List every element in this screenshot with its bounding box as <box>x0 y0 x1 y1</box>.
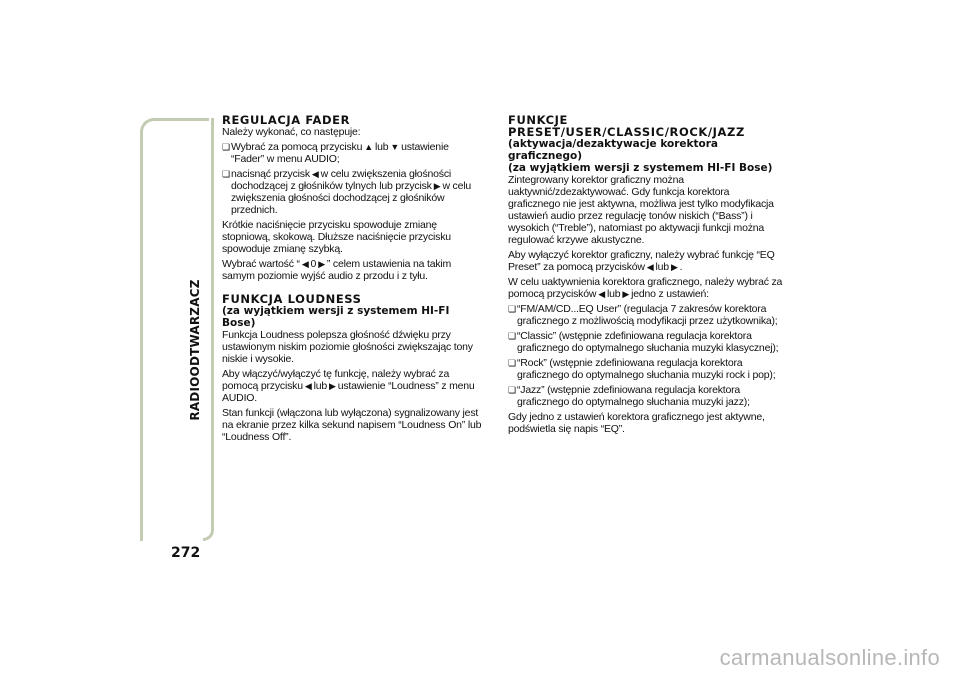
fader-heading: REGULACJA FADER <box>222 113 351 127</box>
arrow-left-icon: ◀ <box>598 289 605 299</box>
list-item: ❏ “Rock” (wstępnie zdefiniowana regulacja korektora graficznego do optymalnego słuchania muzyki rock i pop); <box>508 357 784 381</box>
checkbox-bullet-icon <box>222 141 231 165</box>
arrow-down-icon: ▼ <box>390 142 400 152</box>
arrow-up-icon: ▲ <box>364 142 373 152</box>
list-item: ❏ “Jazz” (wstępnie zdefiniowana regulacja korektora graficznego do optymalnego słuchania muzyki jazz); <box>508 384 784 408</box>
eq-subheading: (aktywacja/dezaktywacje korektora graficznego) <box>508 138 719 162</box>
arrow-left-icon: ◀ <box>304 381 312 391</box>
fader-intro: Należy wykonać, co następuje: <box>222 126 361 138</box>
checkbox-bullet-icon <box>508 384 517 408</box>
arrow-right-icon: ▶ <box>318 259 325 269</box>
list-item: ❏ nacisnąć przycisk ◀ w celu zwiększenia głośności dochodzącej z głośników tylnych lub przycisk ▶ w celu zwiększenia głośności dochodzącej z głośników przednich. <box>222 168 484 216</box>
loudness-paragraph: Aby włączyć/wyłączyć tę funkcję, należy wybrać za pomocą przycisku ◀ lub ▶ ustawienie “Loudness” z menu AUDIO. <box>222 368 475 404</box>
arrow-right-icon: ▶ <box>622 289 630 299</box>
list-item: ❏ Wybrać za pomocą przycisku ▲ lub ▼ ustawienie “Fader” w menu AUDIO; <box>222 141 484 165</box>
arrow-right-icon: ▶ <box>433 181 441 191</box>
loudness-subheading: (za wyjątkiem wersji z systemem HI-FI Bose) <box>222 305 450 329</box>
eq-heading-line2: PRESET/USER/CLASSIC/ROCK/JAZZ <box>508 125 745 139</box>
arrow-left-icon: ◀ <box>646 262 654 272</box>
eq-subheading-bose: (za wyjątkiem wersji z systemem HI-FI Bose) <box>508 162 773 174</box>
section-side-label: RADIOODTWARZACZ <box>188 279 202 421</box>
checkbox-bullet-icon <box>508 330 517 354</box>
arrow-left-icon: ◀ <box>311 169 319 179</box>
loudness-paragraph: Stan funkcji (włączona lub wyłączona) sygnalizowany jest na ekranie przez kilka sekund napisem “Loudness On” lub “Loudness Off”. <box>222 407 482 443</box>
arrow-left-icon: ◀ <box>301 259 309 269</box>
eq-paragraph: Gdy jedno z ustawień korektora graficznego jest aktywne, podświetla się napis “EQ”. <box>508 411 765 435</box>
checkbox-bullet-icon <box>508 303 517 327</box>
eq-heading-line1: FUNKCJE <box>508 113 568 127</box>
list-item: ❏ “FM/AM/CD...EQ User” (regulacja 7 zakresów korektora graficznego z możliwością modyfikacji przez użytkownika); <box>508 303 784 327</box>
loudness-paragraph: Funkcja Loudness polepsza głośność dźwięku przy ustawionym niskim poziomie głośności zwiększając tony niskie i wysokie. <box>222 329 473 365</box>
fader-paragraph: Wybrać wartość “ ◀ 0 ▶ ” celem ustawienia na takim samym poziomie wyjść audio z przodu i z tyłu. <box>222 258 452 282</box>
checkbox-bullet-icon <box>222 168 231 216</box>
list-item: ❏ “Classic” (wstępnie zdefiniowana regulacja korektora graficznego do optymalnego słuchania muzyki klasycznej); <box>508 330 784 354</box>
checkbox-bullet-icon <box>508 357 517 381</box>
eq-paragraph: W celu uaktywnienia korektora graficznego, należy wybrać za pomocą przycisków ◀ lub ▶ jedno z ustawień: <box>508 276 783 300</box>
fader-paragraph: Krótkie naciśnięcie przycisku spowoduje zmianę stopniową, skokową. Dłuższe naciśnięcie przycisku spowoduje zmianę szybką. <box>222 219 451 255</box>
eq-paragraph: Zintegrowany korektor graficzny można uaktywnić/zdezaktywować. Gdy funkcja korektora graficznego nie jest aktywna, możliwa jest tylko modyfikacja ustawień audio przez regulację tonów niskich (“Bass”) i wysokich (“Treble”), natomiast po aktywacji funkcji można regulować krzywe akustyczne. <box>508 174 774 246</box>
right-column <box>508 114 784 438</box>
loudness-heading: FUNKCJA LOUDNESS <box>222 292 362 306</box>
page-side-frame-inner <box>203 118 214 541</box>
page-number: 272 <box>171 545 201 561</box>
arrow-right-icon: ▶ <box>329 381 336 391</box>
watermark: carmanualsonline.info <box>719 645 940 670</box>
left-column <box>222 114 484 446</box>
eq-paragraph: Aby wyłączyć korektor graficzny, należy wybrać funkcję “EQ Preset” za pomocą przycisków ◀ lub ▶ . <box>508 249 775 273</box>
arrow-right-icon: ▶ <box>670 262 678 272</box>
